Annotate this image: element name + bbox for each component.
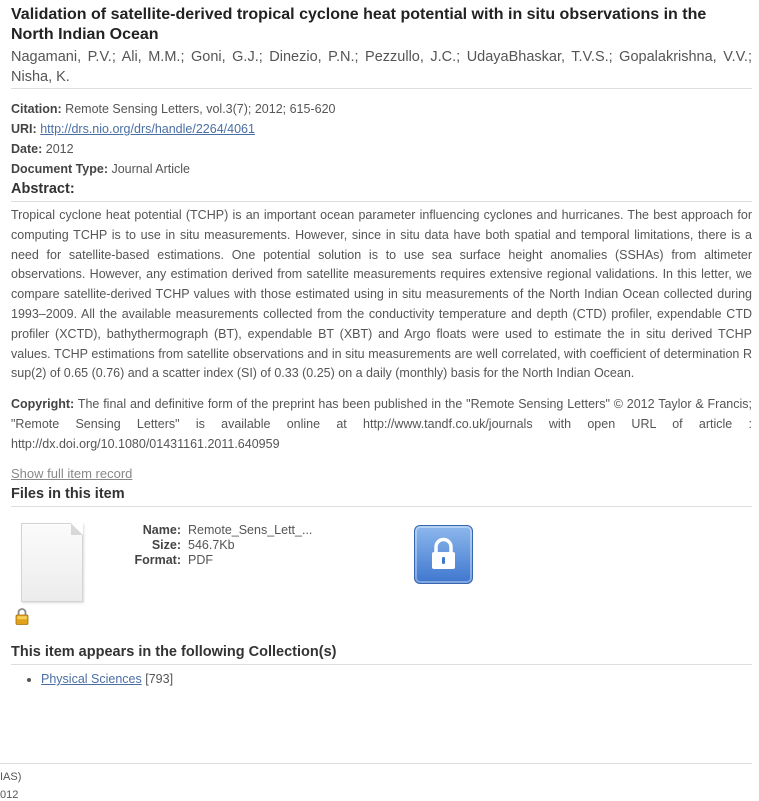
uri-label: URI: (11, 122, 37, 136)
copyright-block (11, 394, 752, 454)
lock-icon (15, 607, 29, 625)
doctype-value: Journal Article (111, 162, 190, 176)
citation-label: Citation: (11, 102, 62, 116)
item-authors: Nagamani, P.V.; Ali, M.M.; Goni, G.J.; Dinezio, P.N.; Pezzullo, J.C.; UdayaBhaskar, T.V.S.; Gopalakrishna, V.V.; Nisha, K. (11, 47, 752, 89)
copyright-label: Copyright: (11, 397, 75, 412)
uri-row (11, 119, 752, 139)
abstract-heading: Abstract: (11, 179, 752, 202)
padlock-access-icon[interactable] (414, 525, 473, 584)
file-size-label: Size: (151, 538, 181, 553)
date-label: Date: (11, 142, 43, 156)
item-title: Validation of satellite-derived tropical cyclone heat potential with in situ observations in the North Indian Ocean (11, 6, 707, 43)
date-value: 2012 (45, 142, 74, 156)
collection-count: [793] (145, 672, 174, 687)
file-size-row (111, 538, 312, 553)
footer-divider (0, 763, 752, 764)
citation-value: Remote Sensing Letters, vol.3(7); 2012; 615-620 (65, 102, 336, 116)
file-name-value: Remote_Sens_Lett_... (188, 523, 313, 538)
copyright-text: The final and definitive form of the preprint has been published in the "Remote Sensing Letters" © 2012 Taylor & Francis; "Remote Sensing Letters" is available online at http://www.tandf.co.uk/journals with open URL of article : http://dx.doi.org/10.1080/01431161.2011.640959 (11, 397, 753, 452)
uri-link[interactable]: http://drs.nio.org/drs/handle/2264/4061 (40, 122, 255, 136)
abstract-text: Tropical cyclone heat potential (TCHP) is an important ocean parameter influencing cyclones and hurricanes. The best approach for computing TCHP is to use in situ measurements. However, since in situ data have both spatial and temporal limitations, there is a need for satellite-based estimations. One potential solution is to use sea surface height anomalies (SSHAs) from altimeter observations. However, any estimation derived from satellite measurements requires extensive regional validations. In this letter, we compare satellite-derived TCHP values with those estimated using in situ measurements of the North Indian Ocean collected during 1993–2009. All the available measurements collected from the conductivity temperature and depth (CTD) profiler, expendable CTD profiler (XCTD), bathythermograph (BT), expendable BT (XBT) and Argo floats were used to estimate the in situ derived TCHP values. TCHP estimations from satellite observations and in situ measurements are well correlated, with coefficient of determination R sup(2) of 0.65 (0.76) and a scatter index (SI) of 0.33 (0.25) on a daily (monthly) basis for the North Indian Ocean. (11, 208, 752, 381)
list-item (41, 671, 752, 687)
show-full-record-link[interactable]: Show full item record (11, 466, 133, 482)
file-name-label: Name: (142, 523, 181, 538)
footer-text-1: IAS) (0, 771, 22, 783)
date-row (11, 139, 752, 159)
document-thumbnail-icon[interactable] (21, 523, 83, 602)
item-view (11, 5, 752, 687)
file-format-row (111, 553, 312, 568)
files-heading: Files in this item (11, 484, 752, 507)
doctype-row (11, 159, 752, 179)
padlock-glyph-icon (415, 526, 472, 583)
collections-heading: This item appears in the following Collection(s) (11, 642, 752, 665)
collections-list (11, 671, 752, 687)
citation-row (11, 99, 752, 119)
doctype-label: Document Type: (11, 162, 108, 176)
file-name-row (111, 523, 312, 538)
footer-text-2: 012 (0, 789, 19, 801)
file-format-label: Format: (134, 553, 181, 568)
full-record-row (11, 464, 752, 484)
file-details (111, 523, 312, 568)
collection-link-physical-sciences[interactable]: Physical Sciences (41, 672, 142, 687)
file-entry (11, 507, 752, 642)
item-metadata (11, 99, 752, 179)
file-size-value: 546.7Kb (188, 538, 235, 553)
file-format-value: PDF (188, 553, 213, 568)
